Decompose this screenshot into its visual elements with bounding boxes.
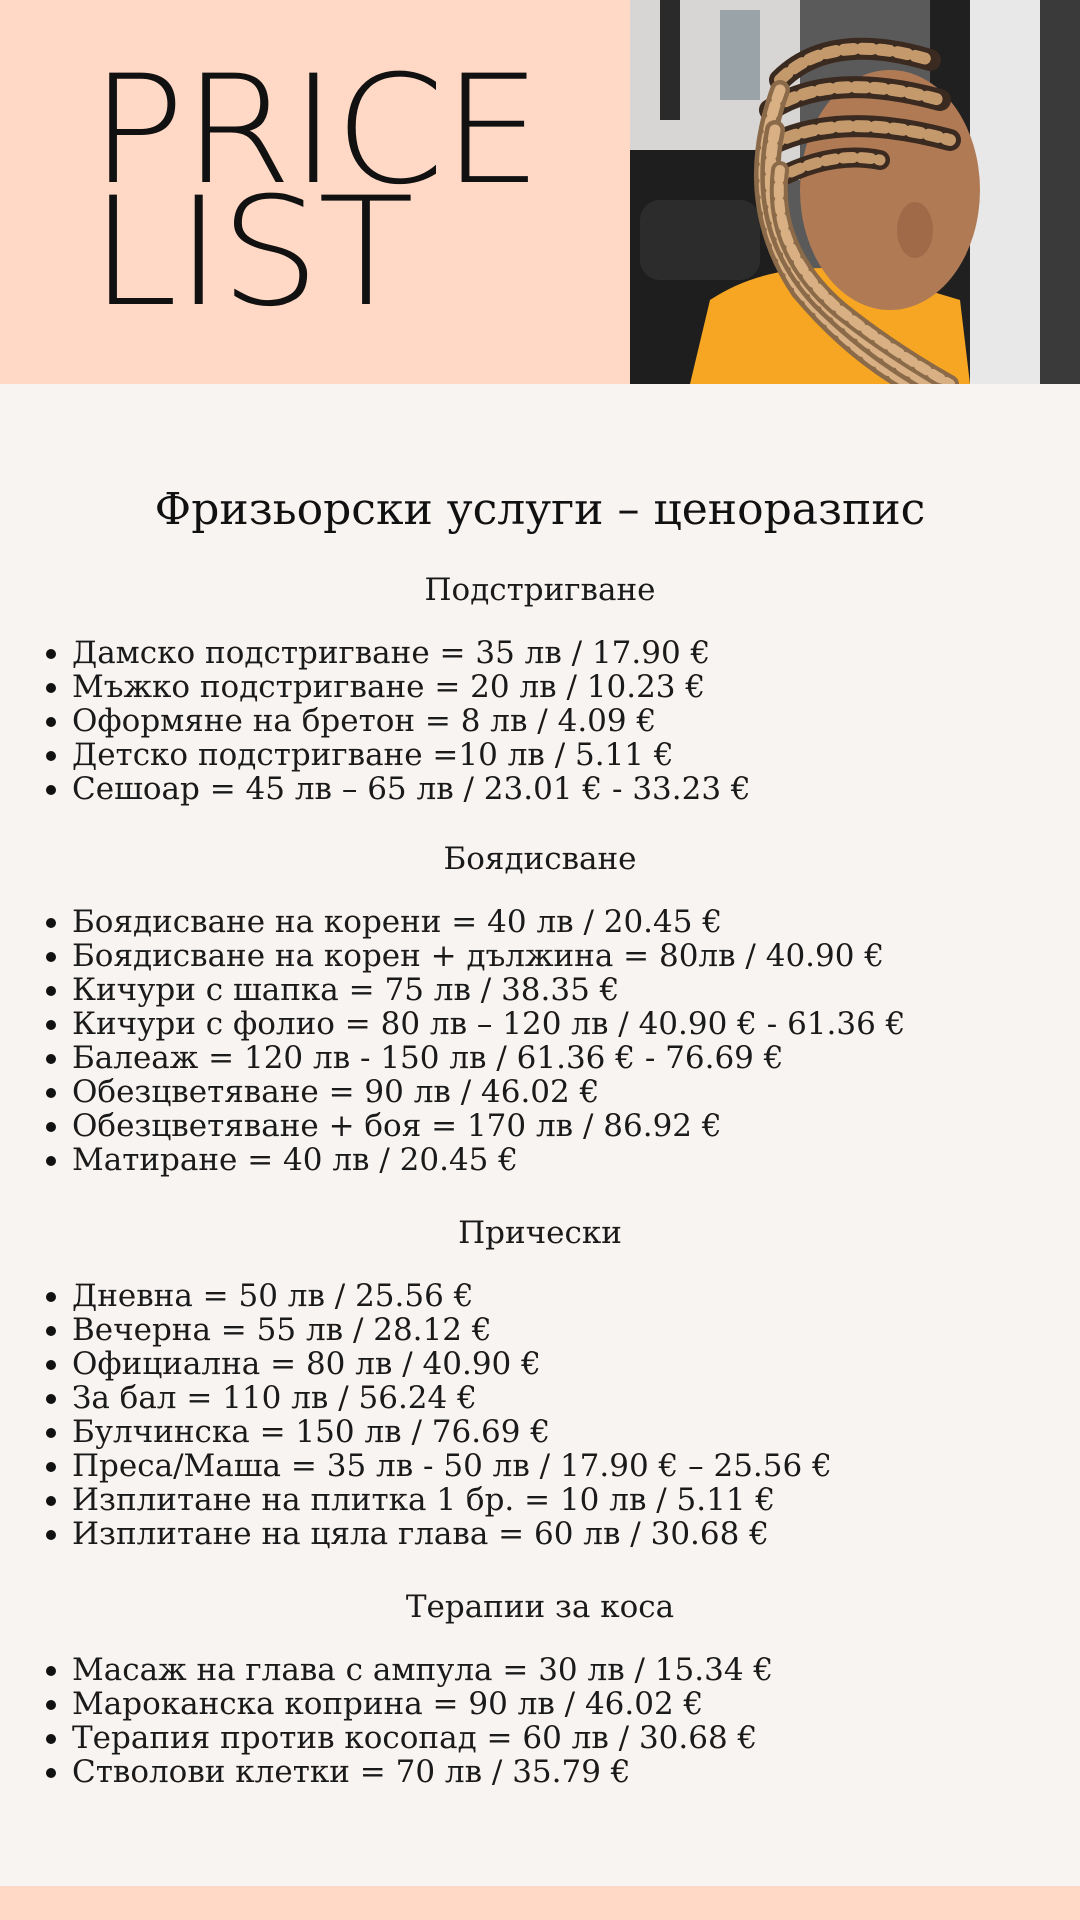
list-item: Изплитане на цяла глава = 60 лв / 30.68 € <box>72 1517 1080 1551</box>
document-title: Фризьорски услуги – ценоразпис <box>154 484 926 535</box>
list-item: Булчинска = 150 лв / 76.69 € <box>72 1415 1080 1449</box>
section-haircut <box>0 570 1080 806</box>
list-item: Оформяне на бретон = 8 лв / 4.09 € <box>72 704 1080 738</box>
header-banner <box>0 0 1080 384</box>
list-item: Боядисване на корени = 40 лв / 20.45 € <box>72 905 1080 939</box>
list-item: Масаж на глава с ампула = 30 лв / 15.34 € <box>72 1653 1080 1687</box>
title-line-price: PRICE <box>90 44 540 218</box>
list-item: Преса/Маша = 35 лв - 50 лв / 17.90 € – 25.56 € <box>72 1449 1080 1483</box>
braids-illustration-icon <box>630 0 1080 384</box>
list-item: Кичури с фолио = 80 лв – 120 лв / 40.90 € - 61.36 € <box>72 1007 1080 1041</box>
list-item: Вечерна = 55 лв / 28.12 € <box>72 1313 1080 1347</box>
section-heading: Боядисване <box>443 841 637 877</box>
list-item: Стволови клетки = 70 лв / 35.79 € <box>72 1755 1080 1789</box>
section-heading: Прически <box>458 1215 622 1251</box>
list-item: Мъжко подстригване = 20 лв / 10.23 € <box>72 670 1080 704</box>
section-heading: Терапии за коса <box>405 1589 675 1625</box>
list-item: Дамско подстригване = 35 лв / 17.90 € <box>72 636 1080 670</box>
price-list <box>0 905 1080 1177</box>
list-item: Официална = 80 лв / 40.90 € <box>72 1347 1080 1381</box>
list-item: Боядисване на корен + дължина = 80лв / 40.90 € <box>72 939 1080 973</box>
price-list <box>0 636 1080 806</box>
list-item: Кичури с шапка = 75 лв / 38.35 € <box>72 973 1080 1007</box>
list-item: Обезцветяване + боя = 170 лв / 86.92 € <box>72 1109 1080 1143</box>
list-item: Матиране = 40 лв / 20.45 € <box>72 1143 1080 1177</box>
list-item: Обезцветяване = 90 лв / 46.02 € <box>72 1075 1080 1109</box>
list-item: Терапия против косопад = 60 лв / 30.68 € <box>72 1721 1080 1755</box>
list-item: Изплитане на плитка 1 бр. = 10 лв / 5.11 € <box>72 1483 1080 1517</box>
list-item: Сешоар = 45 лв – 65 лв / 23.01 € - 33.23 € <box>72 772 1080 806</box>
price-list <box>0 1653 1080 1789</box>
list-item: За бал = 110 лв / 56.24 € <box>72 1381 1080 1415</box>
section-hairstyles <box>0 1213 1080 1551</box>
price-list <box>0 1279 1080 1551</box>
braided-hair-photo <box>630 0 1080 384</box>
list-item: Дневна = 50 лв / 25.56 € <box>72 1279 1080 1313</box>
title-line-list: LIST <box>90 166 412 340</box>
section-coloring <box>0 839 1080 1177</box>
list-item: Балеаж = 120 лв - 150 лв / 61.36 € - 76.69 € <box>72 1041 1080 1075</box>
list-item: Детско подстригване =10 лв / 5.11 € <box>72 738 1080 772</box>
price-content <box>0 384 1080 1886</box>
list-item: Мароканска коприна = 90 лв / 46.02 € <box>72 1687 1080 1721</box>
section-hair-therapies <box>0 1587 1080 1789</box>
section-heading: Подстригване <box>424 572 656 608</box>
footer-bar <box>0 1886 1080 1920</box>
price-list-title <box>90 44 610 340</box>
